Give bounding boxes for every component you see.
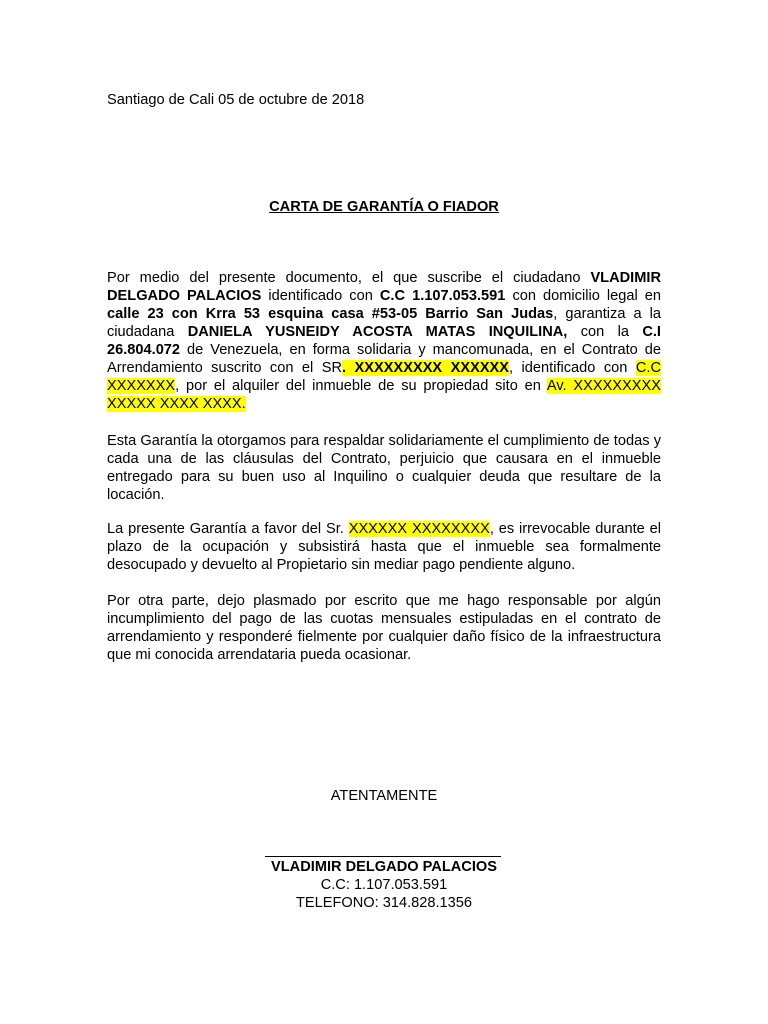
- signature-block: [0, 858, 768, 912]
- tenant-name: DANIELA YUSNEIDY ACOSTA MATAS INQUILINA,: [187, 324, 568, 340]
- tenant-id: C.I 26.804.072: [107, 324, 661, 358]
- beneficiary-name-highlight: XXXXXX XXXXXXXX: [348, 521, 490, 537]
- p1-text-5: con la: [567, 324, 643, 340]
- paragraph-2: Esta Garantía la otorgamos para respaldar solidariamente el cumplimiento de todas y cada una de las cláusulas del Contrato, perjuicio que causara en el inmueble entregado para su buen uso al Inquilino o cualquier deuda que resultare de la locación.: [107, 433, 661, 503]
- p1-text-6: de Venezuela, en forma solidaria y mancomunada, en el Contrato de Arrendamiento suscrito con el SR: [107, 342, 661, 376]
- signer-name: VLADIMIR DELGADO PALACIOS: [271, 859, 497, 875]
- guarantor-name: VLADIMIR DELGADO PALACIOS: [107, 270, 661, 304]
- guarantor-id: C.C 1.107.053.591: [379, 288, 506, 304]
- closing-text: ATENTAMENTE: [330, 788, 438, 804]
- signature-line: [265, 856, 501, 857]
- owner-id-highlight: C.C XXXXXXX: [107, 360, 661, 394]
- p1-text-3: con domicilio legal en: [505, 288, 661, 304]
- property-address-highlight: Av. XXXXXXXXX XXXXX XXXX XXXX.: [107, 378, 661, 412]
- guarantor-address: calle 23 con Krra 53 esquina casa #53-05 Barrio San Judas: [107, 306, 554, 322]
- p3-text-1: La presente Garantía a favor del Sr.: [107, 521, 349, 537]
- document-title: CARTA DE GARANTÍA O FIADOR: [269, 199, 499, 215]
- p1-text-2: identificado con: [261, 288, 380, 304]
- p1-text-8: , por el alquiler del inmueble de su propiedad sito en: [175, 378, 547, 394]
- signer-id: C.C: 1.107.053.591: [320, 877, 448, 893]
- p1-text-4: , garantiza a la ciudadana: [107, 306, 661, 340]
- paragraph-3: [107, 520, 661, 574]
- date-line: Santiago de Cali 05 de octubre de 2018: [107, 92, 365, 108]
- p3-text-2: , es irrevocable durante el plazo de la ocupación y subsistirá hasta que el inmueble sea formalmente desocupado y devuelto al Propietario sin mediar pago pendiente alguno.: [107, 521, 661, 573]
- p1-text-1: Por medio del presente documento, el que suscribe el ciudadano: [107, 270, 591, 286]
- signer-phone: TELEFONO: 314.828.1356: [295, 895, 473, 911]
- paragraph-1: [107, 269, 661, 413]
- paragraph-4: Por otra parte, dejo plasmado por escrito que me hago responsable por algún incumplimiento del pago de las cuotas mensuales estipuladas en el contrato de arrendamiento y responderé fielmente por cualquier daño físico de la infraestructura que mi conocida arrendataria pueda ocasionar.: [107, 593, 661, 663]
- owner-name-highlight: . XXXXXXXXX XXXXXX: [342, 360, 510, 376]
- p1-text-7: , identificado con: [509, 360, 636, 376]
